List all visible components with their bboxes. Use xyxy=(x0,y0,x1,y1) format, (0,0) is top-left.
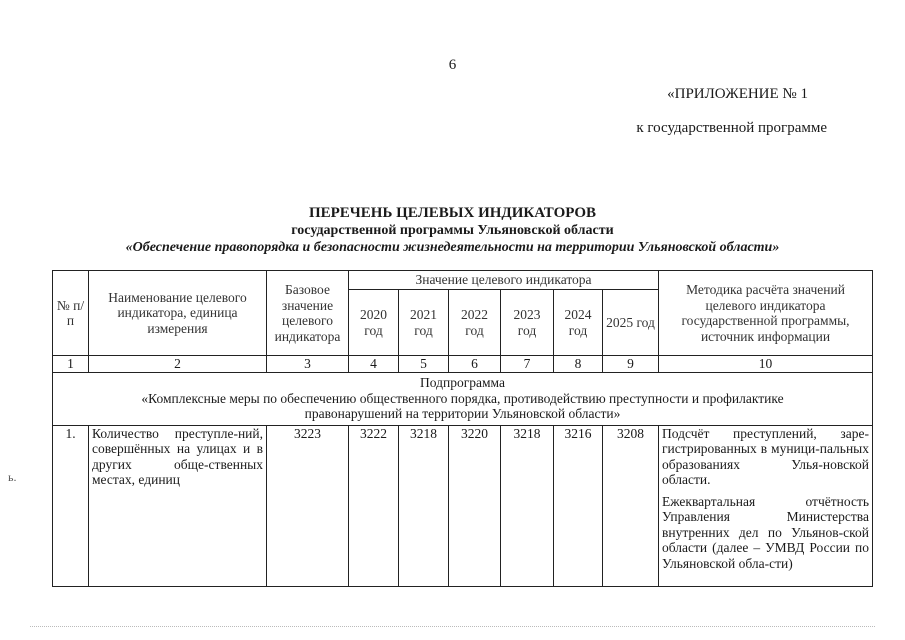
column-number: 5 xyxy=(399,356,449,373)
header-name: Наименование целевого индикатора, единица измерения xyxy=(89,271,267,356)
header-value-group: Значение целевого индикатора xyxy=(349,271,659,290)
row-base-value: 3223 xyxy=(267,425,349,586)
header-year-2023: 2023 год xyxy=(501,290,554,356)
heading-line-3: «Обеспечение правопорядка и безопасности жизнедеятельности на территории Ульяновской области» xyxy=(125,240,780,255)
scan-mark: ь. xyxy=(8,470,17,484)
column-number: 9 xyxy=(603,356,659,373)
row-num: 1. xyxy=(53,425,89,586)
table-row xyxy=(53,425,873,586)
column-number: 7 xyxy=(501,356,554,373)
row-value-2025: 3208 xyxy=(603,425,659,586)
row-indicator-name: Количество преступле-ний, совершённых на улицах и в других обще-ственных местах, единиц xyxy=(89,425,267,586)
row-method xyxy=(659,425,873,586)
method-paragraph-1: Подсчёт преступлений, заре-гистрированных в муници-пальных образованиях Улья-новской области. xyxy=(662,425,869,487)
column-number: 10 xyxy=(659,356,873,373)
row-value-2020: 3222 xyxy=(349,425,399,586)
column-number: 6 xyxy=(449,356,501,373)
row-value-2024: 3216 xyxy=(554,425,603,586)
column-number: 3 xyxy=(267,356,349,373)
header-year-2020: 2020 год xyxy=(349,290,399,356)
document-heading xyxy=(0,205,905,256)
subprogram-cell xyxy=(53,372,873,425)
header-row xyxy=(53,271,873,290)
header-year-2025: 2025 год xyxy=(603,290,659,356)
subprogram-label: Подпрограмма xyxy=(420,375,505,391)
row-value-2021: 3218 xyxy=(399,425,449,586)
column-number: 4 xyxy=(349,356,399,373)
header-year-2022: 2022 год xyxy=(449,290,501,356)
column-number: 2 xyxy=(89,356,267,373)
row-value-2023: 3218 xyxy=(501,425,554,586)
header-num: № п/п xyxy=(53,271,89,356)
appendix-subtitle: к государственной программе xyxy=(636,120,827,136)
header-base: Базовое значение целевого индикатора xyxy=(267,271,349,356)
header-year-2024: 2024 год xyxy=(554,290,603,356)
row-value-2022: 3220 xyxy=(449,425,501,586)
subprogram-title: «Комплексные меры по обеспечению общественного порядка, противодействию преступности и профилактике правонарушений на территории Ульяновской области» xyxy=(141,390,784,422)
header-method: Методика расчёта значений целевого индикатора государственной программы, источник информации xyxy=(659,271,873,356)
scan-noise-line xyxy=(30,626,875,629)
column-number: 1 xyxy=(53,356,89,373)
column-numbers-row xyxy=(53,356,873,373)
indicators-table xyxy=(52,270,873,587)
header-year-2021: 2021 год xyxy=(399,290,449,356)
method-paragraph-2: Ежеквартальная отчётность Управления Министерства внутренних дел по Ульянов-ской области (далее – УМВД России по Ульяновской обла-сти) xyxy=(662,493,869,571)
subprogram-row xyxy=(53,372,873,425)
column-number: 8 xyxy=(554,356,603,373)
page-number: 6 xyxy=(448,57,457,73)
appendix-title: «ПРИЛОЖЕНИЕ № 1 xyxy=(667,86,808,102)
heading-line-1: ПЕРЕЧЕНЬ ЦЕЛЕВЫХ ИНДИКАТОРОВ xyxy=(308,205,597,221)
heading-line-2: государственной программы Ульяновской области xyxy=(291,223,614,238)
